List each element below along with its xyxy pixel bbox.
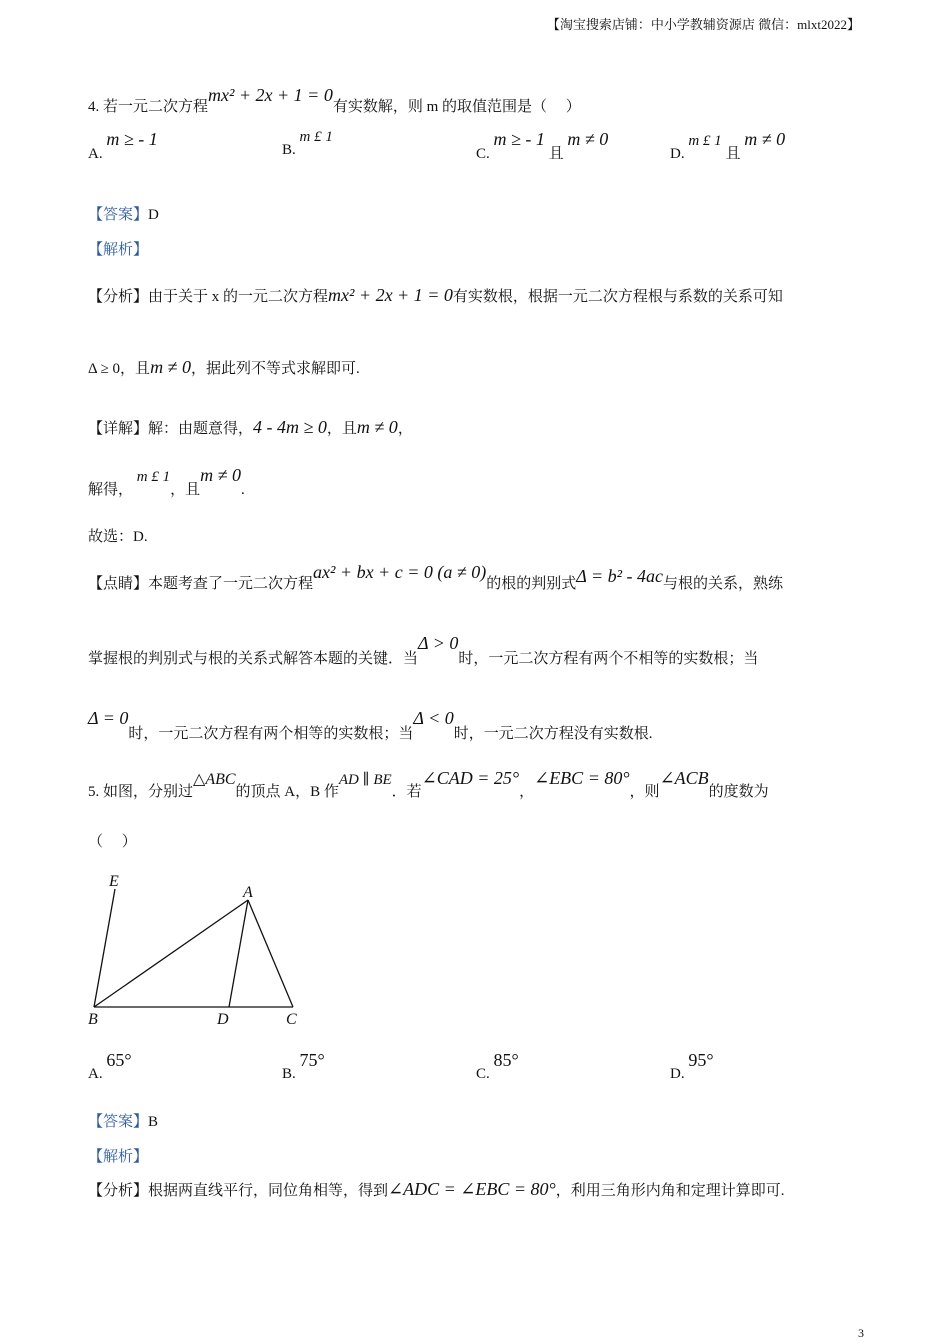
page-number: 3 [858,1326,864,1340]
option-expr2: m ≠ 0 [744,129,786,149]
dianjing-equation: ax² + bx + c = 0 (a ≠ 0) [313,562,487,582]
q5-mid3: ，则 [629,784,660,800]
q4-stem [88,85,581,116]
fenxi-text-b: 有实数根，根据一元二次方程根与系数的关系可知 [452,289,783,305]
q5-mid2: ．若 [391,784,422,800]
option-expr: m £ 1 [299,129,333,145]
q4-fenxi [88,285,783,306]
option-label: D. [670,1066,685,1082]
q5-mid1: 的顶点 A，B 作 [235,784,339,800]
option-label: D. [670,146,685,162]
q4-detail [88,417,413,438]
dianjing-text-a: 本题考查了一元二次方程 [148,576,314,592]
q5-option-c [476,1050,519,1083]
q5-parallel: AD ∥ BE [338,772,392,788]
solve-text-b: ，且 [170,482,201,498]
q5-option-a [88,1050,132,1083]
label-b: B [88,1011,98,1028]
q4-equation: mx² + 2x + 1 = 0 [208,85,333,105]
q4-solve [88,465,245,499]
answer-tag: 【答案】 [88,1114,149,1130]
q4-suffix: 有实数解，则 m 的取值范围是（ ） [332,99,581,115]
q4-fenxi-line2 [88,357,360,378]
dianjing-case-negative: Δ < 0 [413,708,454,728]
q5-triangle: △ABC [193,771,236,788]
detail-text-c: ， [397,421,413,437]
q4-choose: 故选：D. [88,529,148,545]
option-expr: m £ 1 [688,133,722,149]
detail-text-a: 解：由题意得， [148,421,254,437]
detail-tag: 【详解】 [88,421,149,437]
option-value: 75° [299,1050,325,1070]
fenxi-tag: 【分析】 [88,289,149,305]
q5-paren: （ ） [88,834,137,850]
dianjing-text-f: 时，一元二次方程有两个相等的实数根；当 [128,726,414,742]
option-and: 且 [725,146,741,162]
dianjing-discriminant: Δ = b² - 4ac [576,566,663,586]
dianjing-text-d: 掌握根的判别式与根的关系式解答本题的关键．当 [88,651,419,667]
label-d: D [217,1011,229,1028]
q5-triangle-figure [80,866,320,1036]
label-e: E [109,873,119,890]
q5-answer [88,1110,158,1131]
line-ac [248,900,293,1007]
q4-answer [88,203,159,224]
dianjing-text-b: 的根的判别式 [486,576,577,592]
solve-text-a: 解得， [88,482,134,498]
detail-condition: m ≠ 0 [356,417,398,437]
option-label: A. [88,1066,103,1082]
dianjing-tag: 【点睛】 [88,576,149,592]
fenxi-text-c3: ，据此列不等式求解即可. [190,361,360,377]
q5-option-d [670,1050,714,1083]
option-expr2: m ≠ 0 [567,129,609,149]
option-expr: m ≥ - 1 [106,129,158,149]
q5-option-b [282,1050,325,1083]
q5-fenxi [88,1179,784,1200]
dianjing-text-e: 时，一元二次方程有两个不相等的实数根；当 [458,651,759,667]
solve-condition: m ≠ 0 [200,465,242,485]
q4-option-d [670,129,786,163]
dianjing-case-zero: Δ = 0 [88,708,129,728]
solve-result: m £ 1 [136,469,171,485]
q5-stem [88,768,769,801]
dianjing-case-positive: Δ > 0 [418,633,459,653]
fenxi-text-a: 由于关于 x 的一元二次方程 [148,289,329,305]
q4-analysis-tag: 【解析】 [88,242,149,258]
answer-value: B [148,1114,159,1130]
q4-dianjing-line2 [88,633,759,668]
q5-suffix: 的度数为 [708,784,769,800]
q5-analysis-tag: 【解析】 [88,1149,149,1165]
q4-dianjing-line3 [88,708,653,743]
detail-text-b: ，且 [326,421,357,437]
fenxi-condition: m ≠ 0 [150,357,191,377]
option-label: B. [282,142,296,158]
dianjing-text-c: 与根的关系，熟练 [662,576,783,592]
option-value: 65° [106,1050,132,1070]
q5-prefix: 5. 如图，分别过 [88,784,194,800]
option-label: A. [88,146,103,162]
solve-text-c: . [241,482,245,498]
q5-angle-ebc: ∠EBC = 80° [534,768,630,788]
q4-option-c [476,129,609,163]
option-value: 95° [688,1050,714,1070]
q5-angle-cad: ∠CAD = 25° [421,768,520,788]
answer-value: D [148,207,159,223]
fenxi-text-b: ，利用三角形内角和定理计算即可. [555,1183,785,1199]
option-and: 且 [548,146,564,162]
q4-prefix: 4. 若一元二次方程 [88,99,209,115]
option-label: B. [282,1066,296,1082]
option-label: C. [476,1066,490,1082]
option-expr: m ≥ - 1 [493,129,545,149]
dianjing-text-g: 时，一元二次方程没有实数根. [453,726,653,742]
page-header: 【淘宝搜索店铺：中小学教辅资源店 微信：mlxt2022】 [546,17,860,32]
fenxi-equation: mx² + 2x + 1 = 0 [328,285,453,305]
q4-option-b [282,129,333,159]
answer-tag: 【答案】 [88,207,149,223]
label-a: A [243,884,253,901]
q4-dianjing [88,562,783,593]
line-be [94,889,115,1007]
q4-option-a [88,129,158,163]
line-ba [94,900,248,1007]
q5-comma: ， [519,784,535,800]
fenxi-tag: 【分析】 [88,1183,149,1199]
line-ad [229,900,248,1007]
label-c: C [286,1011,297,1028]
option-value: 85° [493,1050,519,1070]
q5-angle-acb: ∠ACB [659,768,709,788]
fenxi-equation: ∠ADC = ∠EBC = 80° [388,1179,556,1199]
detail-inequality: 4 - 4m ≥ 0 [253,417,327,437]
option-label: C. [476,146,490,162]
fenxi-text-a: 根据两直线平行，同位角相等，得到 [148,1183,389,1199]
fenxi-text-c1: Δ ≥ 0，且 [88,361,151,377]
